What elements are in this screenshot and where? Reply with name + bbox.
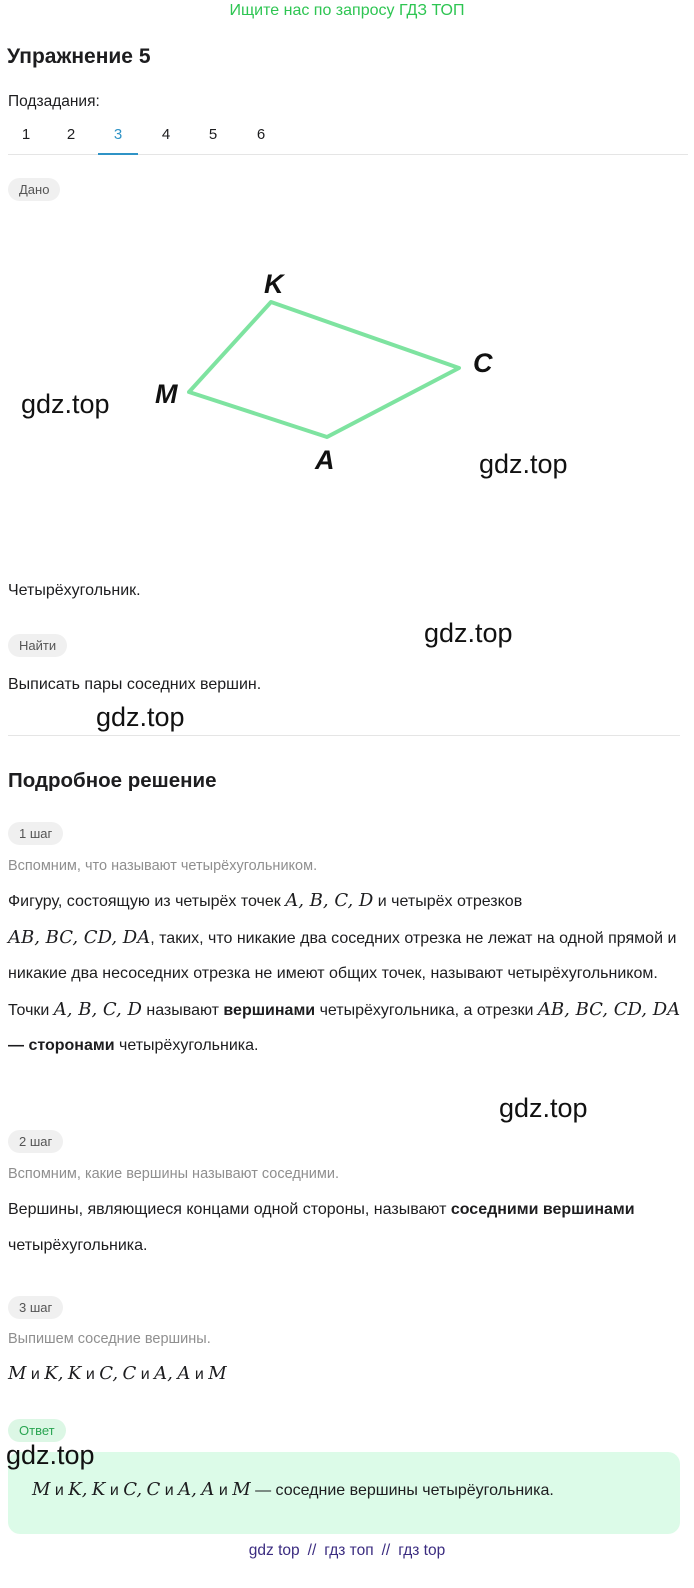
answer-text: M и K, K и C, C и A, A и M — соседние вершины четырёугольника. (32, 1479, 554, 1500)
step-1-text: Фигуру, состоящую из четырёх точек A, B, C, D и четырёх отрезков AB, BC, CD, DA, таких, что никакие два соседних отрезка не лежат на одной прямой и никакие два несоседних отрезка не имеют общих точек, называют четырёхугольником. Точки A, B, C, D называют вершинами четырёхугольника, а отрезки AB, BC, CD, DA — сторонами четырёхугольника. (8, 890, 681, 1054)
answer-box (8, 1452, 680, 1534)
exercise-title: Упражнение 5 (7, 45, 151, 68)
watermark: gdz.top (499, 1093, 588, 1123)
footer-link[interactable]: гдз топ (324, 1542, 374, 1559)
promo-banner[interactable]: Ищите нас по запросу ГДЗ ТОП (229, 2, 465, 19)
given-text: Четырёхугольник. (8, 582, 141, 599)
quadrilateral-shape (189, 302, 459, 437)
watermark: gdz.top (424, 618, 513, 648)
watermark: gdz.top (6, 1440, 95, 1470)
given-badge: Дано (8, 178, 60, 201)
step-hint: Вспомним, какие вершины называют соседними. (8, 1166, 340, 1182)
step-badge: 2 шаг (8, 1130, 63, 1153)
tab-5[interactable]: 5 (208, 126, 218, 143)
footer-links (0, 1542, 694, 1560)
answer-badge: Ответ (8, 1419, 66, 1442)
tab-4[interactable]: 4 (161, 126, 171, 143)
tab-1[interactable]: 1 (21, 126, 31, 143)
tab-3[interactable]: 3 (98, 126, 138, 155)
step-badge: 3 шаг (8, 1296, 63, 1319)
tab-6[interactable]: 6 (256, 126, 266, 143)
vertex-label-k: K (264, 269, 284, 299)
watermark: gdz.top (21, 389, 110, 419)
step-hint: Вспомним, что называют четырёхугольником. (8, 858, 318, 874)
vertex-label-c: C (473, 348, 493, 378)
watermark: gdz.top (96, 702, 185, 732)
section-divider (8, 735, 680, 736)
step-badge: 1 шаг (8, 822, 63, 845)
neighbor-pairs: M и K, K и C, C и A, A и M (8, 1363, 227, 1384)
step-2-text: Вершины, являющиеся концами одной стороны, называют соседними вершинами четырёхугольника. (8, 1201, 635, 1254)
solution-title: Подробное решение (8, 769, 217, 792)
footer-separator: // (307, 1542, 317, 1559)
tab-2[interactable]: 2 (66, 126, 76, 143)
footer-link[interactable]: gdz top (248, 1542, 300, 1559)
find-badge: Найти (8, 634, 67, 657)
subtasks-label: Подзадания: (8, 93, 100, 110)
step-hint: Выпишем соседние вершины. (8, 1331, 211, 1347)
vertex-label-m: M (155, 379, 178, 409)
subtask-tabs (8, 122, 688, 155)
find-text: Выписать пары соседних вершин. (8, 676, 262, 693)
footer-separator: // (381, 1542, 391, 1559)
watermark: gdz.top (479, 449, 568, 479)
quadrilateral-figure (0, 255, 694, 485)
vertex-label-a: A (315, 445, 335, 475)
footer-link[interactable]: гдз top (398, 1542, 446, 1559)
